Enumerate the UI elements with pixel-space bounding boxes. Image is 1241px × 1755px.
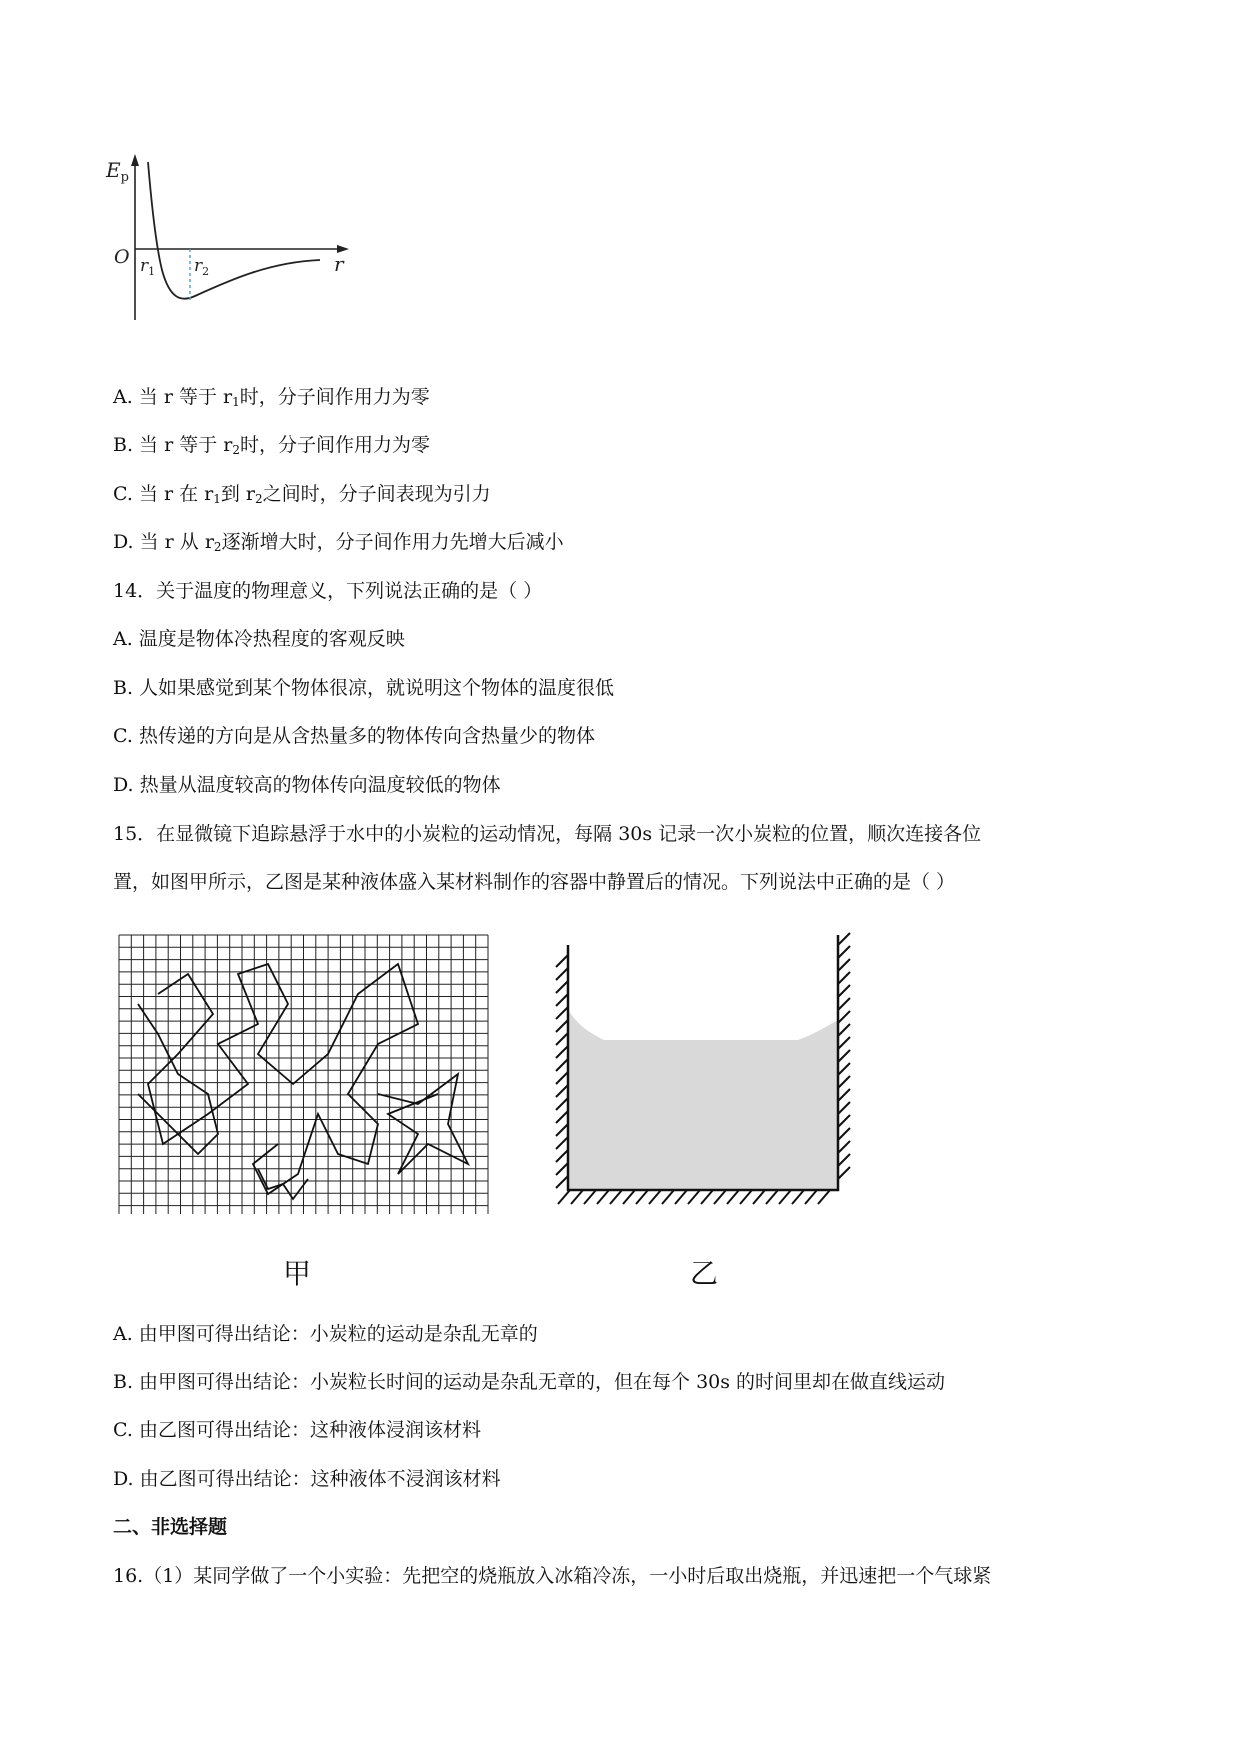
liquid-surface — [568, 1010, 838, 1190]
hatch-mark — [636, 1190, 648, 1204]
q15-option-b: B. 由甲图可得出结论：小炭粒长时间的运动是杂乱无章的，但在每个 30s 的时间里却在做直线运动 — [113, 1371, 946, 1393]
q15-stem-line2: 置，如图甲所示，乙图是某种液体盛入某材料制作的容器中静置后的情况。下列说法中正确的是（ ） — [113, 871, 956, 893]
q14-stem: 14．关于温度的物理意义，下列说法正确的是（ ） — [113, 580, 543, 602]
q13-option-d: D. 当 r 从 $r_2$逐渐增大时，分子间作用力先增大后减小 — [113, 531, 564, 554]
hatch-mark — [779, 1190, 791, 1204]
hatch-mark — [838, 946, 850, 958]
section2-heading: 二、非选择题 — [113, 1516, 228, 1538]
hatch-mark — [838, 985, 850, 997]
hatch-mark — [556, 1059, 568, 1071]
hatch-mark — [701, 1190, 713, 1204]
r1-label: $r_1$ — [140, 256, 156, 278]
hatch-mark — [766, 1190, 778, 1204]
hatch-mark — [610, 1190, 622, 1204]
caption-yi: 乙 — [690, 1257, 719, 1290]
hatch-mark — [556, 1020, 568, 1032]
origin-label: O — [114, 246, 130, 268]
hatch-mark — [556, 981, 568, 993]
ep-curve — [148, 162, 320, 299]
r2-label: $r_2$ — [194, 256, 210, 278]
hatch-mark — [792, 1190, 804, 1204]
ep-axis-arrow — [131, 154, 139, 166]
brownian-path-4 — [258, 1169, 308, 1199]
hatch-mark — [838, 1141, 850, 1153]
container-figure — [548, 930, 868, 1220]
hatch-mark — [805, 1190, 817, 1204]
hatch-mark — [838, 1089, 850, 1101]
hatch-mark — [818, 1190, 830, 1204]
hatch-mark — [556, 1072, 568, 1084]
hatch-mark — [556, 1150, 568, 1162]
hatch-mark — [838, 933, 850, 945]
hatch-mark — [556, 968, 568, 980]
q14-option-d: D. 热量从温度较高的物体传向温度较低的物体 — [113, 774, 501, 796]
hatch-mark — [556, 1176, 568, 1188]
r-axis-label: r — [334, 252, 344, 276]
hatch-mark — [838, 1037, 850, 1049]
q14-option-c: C. 热传递的方向是从含热量多的物体传向含热量少的物体 — [113, 725, 595, 747]
q15-option-a: A. 由甲图可得出结论：小炭粒的运动是杂乱无章的 — [113, 1323, 538, 1345]
hatch-mark — [714, 1190, 726, 1204]
hatch-mark — [675, 1190, 687, 1204]
q15-stem-line1: 15．在显微镜下追踪悬浮于水中的小炭粒的运动情况，每隔 30s 记录一次小炭粒的位置，顺次连接各位 — [113, 823, 982, 845]
hatch-mark — [838, 1154, 850, 1166]
q13-option-c: C. 当 r 在 $r_1$到 $r_2$之间时，分子间表现为引力 — [113, 483, 491, 506]
hatch-mark — [838, 1115, 850, 1127]
hatch-mark — [556, 1124, 568, 1136]
ep-r-graph — [100, 150, 360, 330]
hatch-mark — [623, 1190, 635, 1204]
q14-option-b: B. 人如果感觉到某个物体很凉，就说明这个物体的温度很低 — [113, 677, 615, 699]
hatch-mark — [838, 1050, 850, 1062]
brownian-grid-figure — [118, 934, 490, 1216]
hatch-mark — [556, 1111, 568, 1123]
hatch-mark — [597, 1190, 609, 1204]
hatch-mark — [558, 1190, 570, 1204]
hatch-mark — [556, 1007, 568, 1019]
q14-option-a: A. 温度是物体冷热程度的客观反映 — [113, 628, 405, 650]
hatch-mark — [838, 998, 850, 1010]
hatch-mark — [584, 1190, 596, 1204]
hatch-mark — [838, 1102, 850, 1114]
hatch-mark — [727, 1190, 739, 1204]
hatch-mark — [838, 1011, 850, 1023]
hatch-mark — [556, 1163, 568, 1175]
caption-jia: 甲 — [283, 1257, 312, 1290]
q15-option-d: D. 由乙图可得出结论：这种液体不浸润该材料 — [113, 1468, 501, 1490]
hatch-mark — [838, 1076, 850, 1088]
hatch-mark — [556, 1098, 568, 1110]
hatch-mark — [556, 955, 568, 967]
ep-label: $E_p$ — [106, 158, 129, 185]
hatch-mark — [662, 1190, 674, 1204]
hatch-mark — [688, 1190, 700, 1204]
q16-line1: 16.（1）某同学做了一个小实验：先把空的烧瓶放入冰箱冷冻，一小时后取出烧瓶，并迅速把一个气球紧 — [113, 1565, 992, 1587]
hatch-mark — [838, 1167, 850, 1179]
hatch-mark — [740, 1190, 752, 1204]
hatch-mark — [556, 1085, 568, 1097]
hatch-mark — [571, 1190, 583, 1204]
brownian-path-3 — [378, 1074, 468, 1174]
hatch-mark — [556, 994, 568, 1006]
hatch-mark — [838, 1063, 850, 1075]
q13-option-a: A. 当 r 等于 $r_1$时，分子间作用力为零 — [113, 386, 430, 409]
q13-option-b: B. 当 r 等于 $r_2$时，分子间作用力为零 — [113, 434, 430, 457]
hatch-mark — [753, 1190, 765, 1204]
hatch-mark — [556, 1033, 568, 1045]
q15-option-c: C. 由乙图可得出结论：这种液体浸润该材料 — [113, 1419, 481, 1441]
hatch-mark — [838, 959, 850, 971]
hatch-mark — [838, 1024, 850, 1036]
hatch-mark — [838, 972, 850, 984]
hatch-mark — [838, 1128, 850, 1140]
hatch-mark — [649, 1190, 661, 1204]
hatch-mark — [556, 1046, 568, 1058]
hatch-mark — [556, 1137, 568, 1149]
